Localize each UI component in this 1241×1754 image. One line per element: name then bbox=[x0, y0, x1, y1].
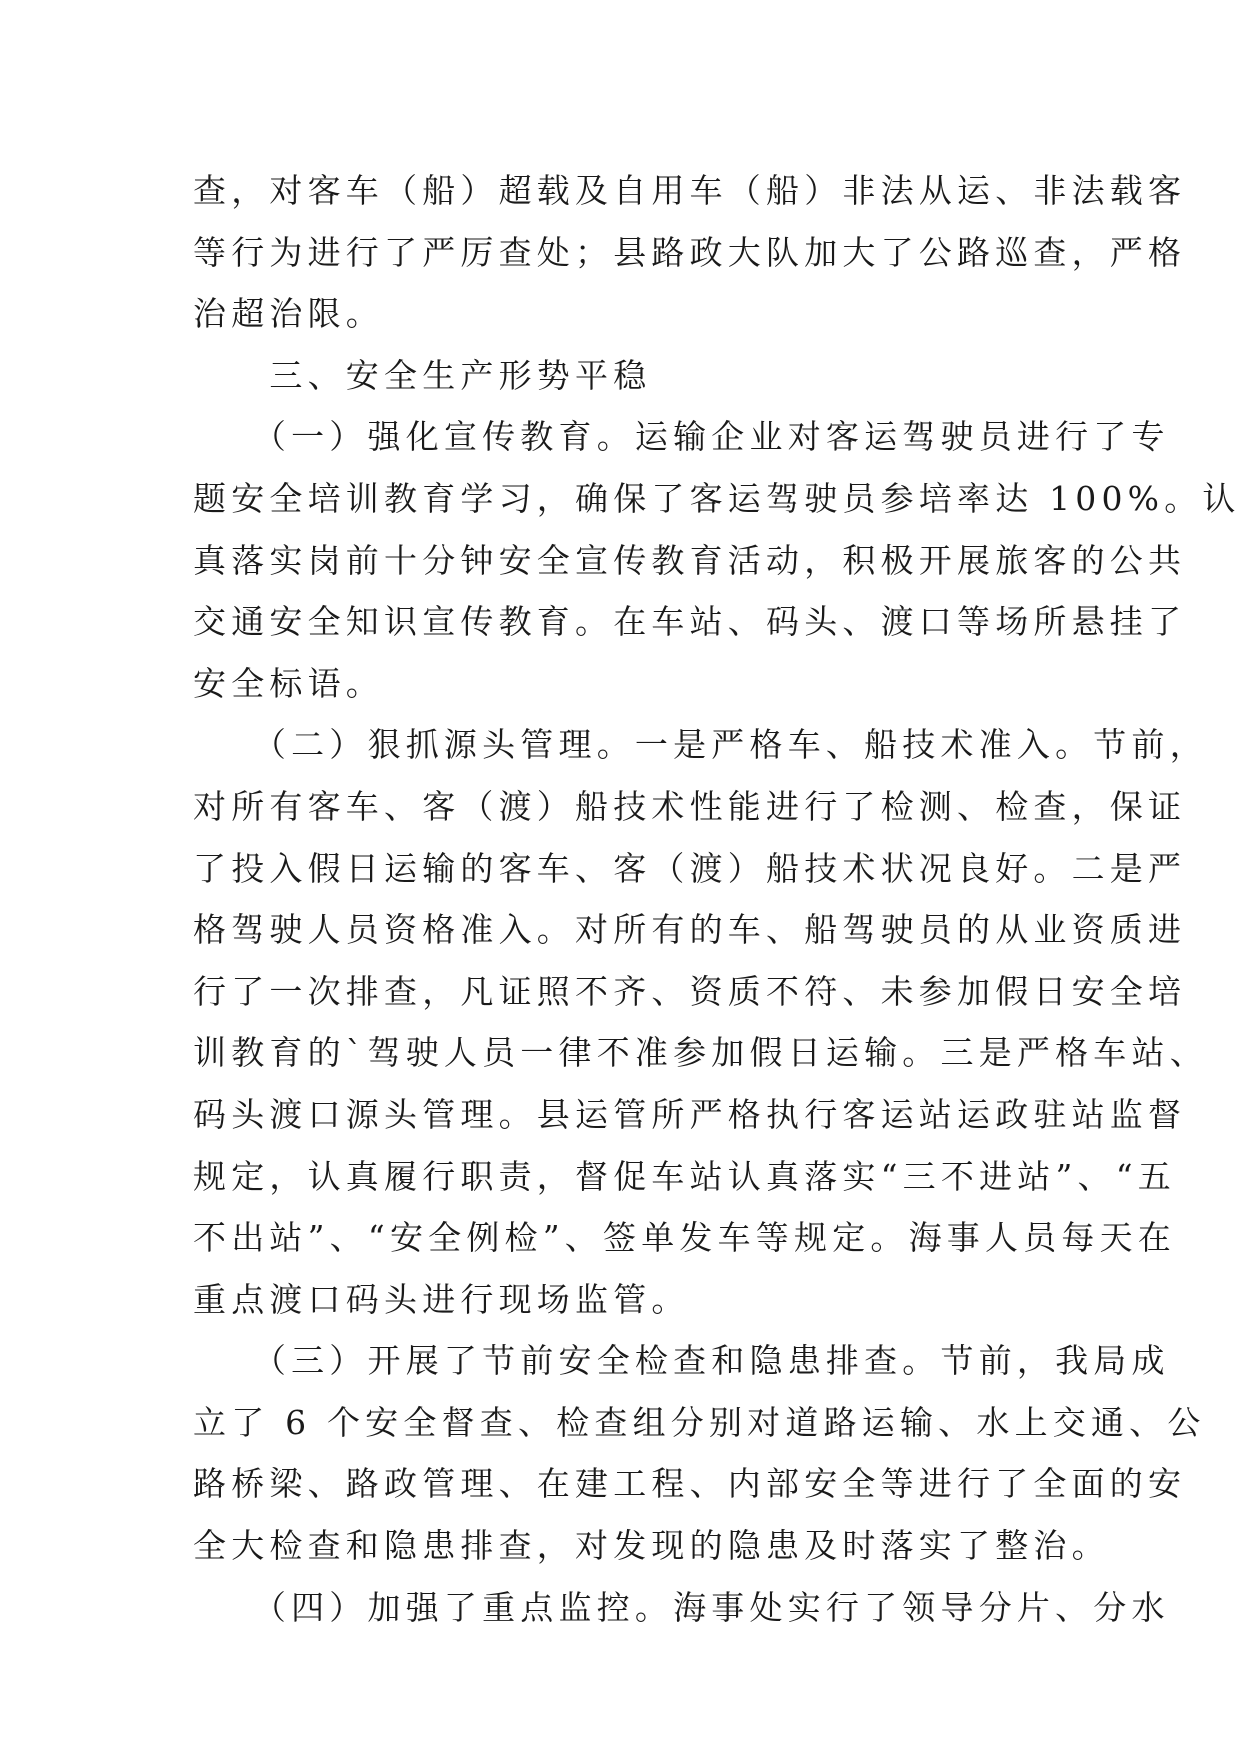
section-heading: 三、安全生产形势平稳 bbox=[193, 355, 652, 395]
document-body bbox=[193, 160, 1241, 1638]
text-line: 规定，认真履行职责，督促车站认真落实“三不进站”、“五 bbox=[193, 1156, 1177, 1196]
text-line: （三）开展了节前安全检查和隐患排查。节前，我局成 bbox=[193, 1341, 1170, 1381]
text-line: 训教育的`驾驶人员一律不准参加假日运输。三是严格车站、 bbox=[193, 1033, 1208, 1073]
text-line: 重点渡口码头进行现场监管。 bbox=[193, 1279, 690, 1319]
text-line: 等行为进行了严厉查处；县路政大队加大了公路巡查，严格 bbox=[193, 232, 1187, 272]
text-line: 路桥梁、路政管理、在建工程、内部安全等进行了全面的安 bbox=[193, 1464, 1187, 1504]
text-line: 不出站”、“安全例检”、签单发车等规定。海事人员每天在 bbox=[193, 1218, 1177, 1258]
text-line: 码头渡口源头管理。县运管所严格执行客运站运政驻站监督 bbox=[193, 1094, 1187, 1134]
text-line: 治超治限。 bbox=[193, 294, 384, 334]
text-line: （一）强化宣传教育。运输企业对客运驾驶员进行了专 bbox=[193, 417, 1170, 457]
text-line: 题安全培训教育学习，确保了客运驾驶员参培率达 100%。认 bbox=[193, 478, 1241, 518]
text-line: （二）狠抓源头管理。一是严格车、船技术准入。节前， bbox=[193, 725, 1208, 765]
text-line: 立了 6 个安全督查、检查组分别对道路运输、水上交通、公 bbox=[193, 1402, 1206, 1442]
text-line: 安全标语。 bbox=[193, 663, 384, 703]
text-line: 行了一次排查，凡证照不齐、资质不符、未参加假日安全培 bbox=[193, 971, 1187, 1011]
text-line: 查，对客车（船）超载及自用车（船）非法从运、非法载客 bbox=[193, 171, 1187, 210]
text-line: （四）加强了重点监控。海事处实行了领导分片、分水 bbox=[193, 1587, 1170, 1627]
text-line: 交通安全知识宣传教育。在车站、码头、渡口等场所悬挂了 bbox=[193, 602, 1187, 642]
text-line: 对所有客车、客（渡）船技术性能进行了检测、检查，保证 bbox=[193, 786, 1187, 826]
text-line: 格驾驶人员资格准入。对所有的车、船驾驶员的从业资质进 bbox=[193, 910, 1187, 950]
text-line: 真落实岗前十分钟安全宣传教育活动，积极开展旅客的公共 bbox=[193, 540, 1187, 580]
text-line: 全大检查和隐患排查，对发现的隐患及时落实了整治。 bbox=[193, 1526, 1110, 1566]
text-line: 了投入假日运输的客车、客（渡）船技术状况良好。二是严 bbox=[193, 848, 1187, 888]
